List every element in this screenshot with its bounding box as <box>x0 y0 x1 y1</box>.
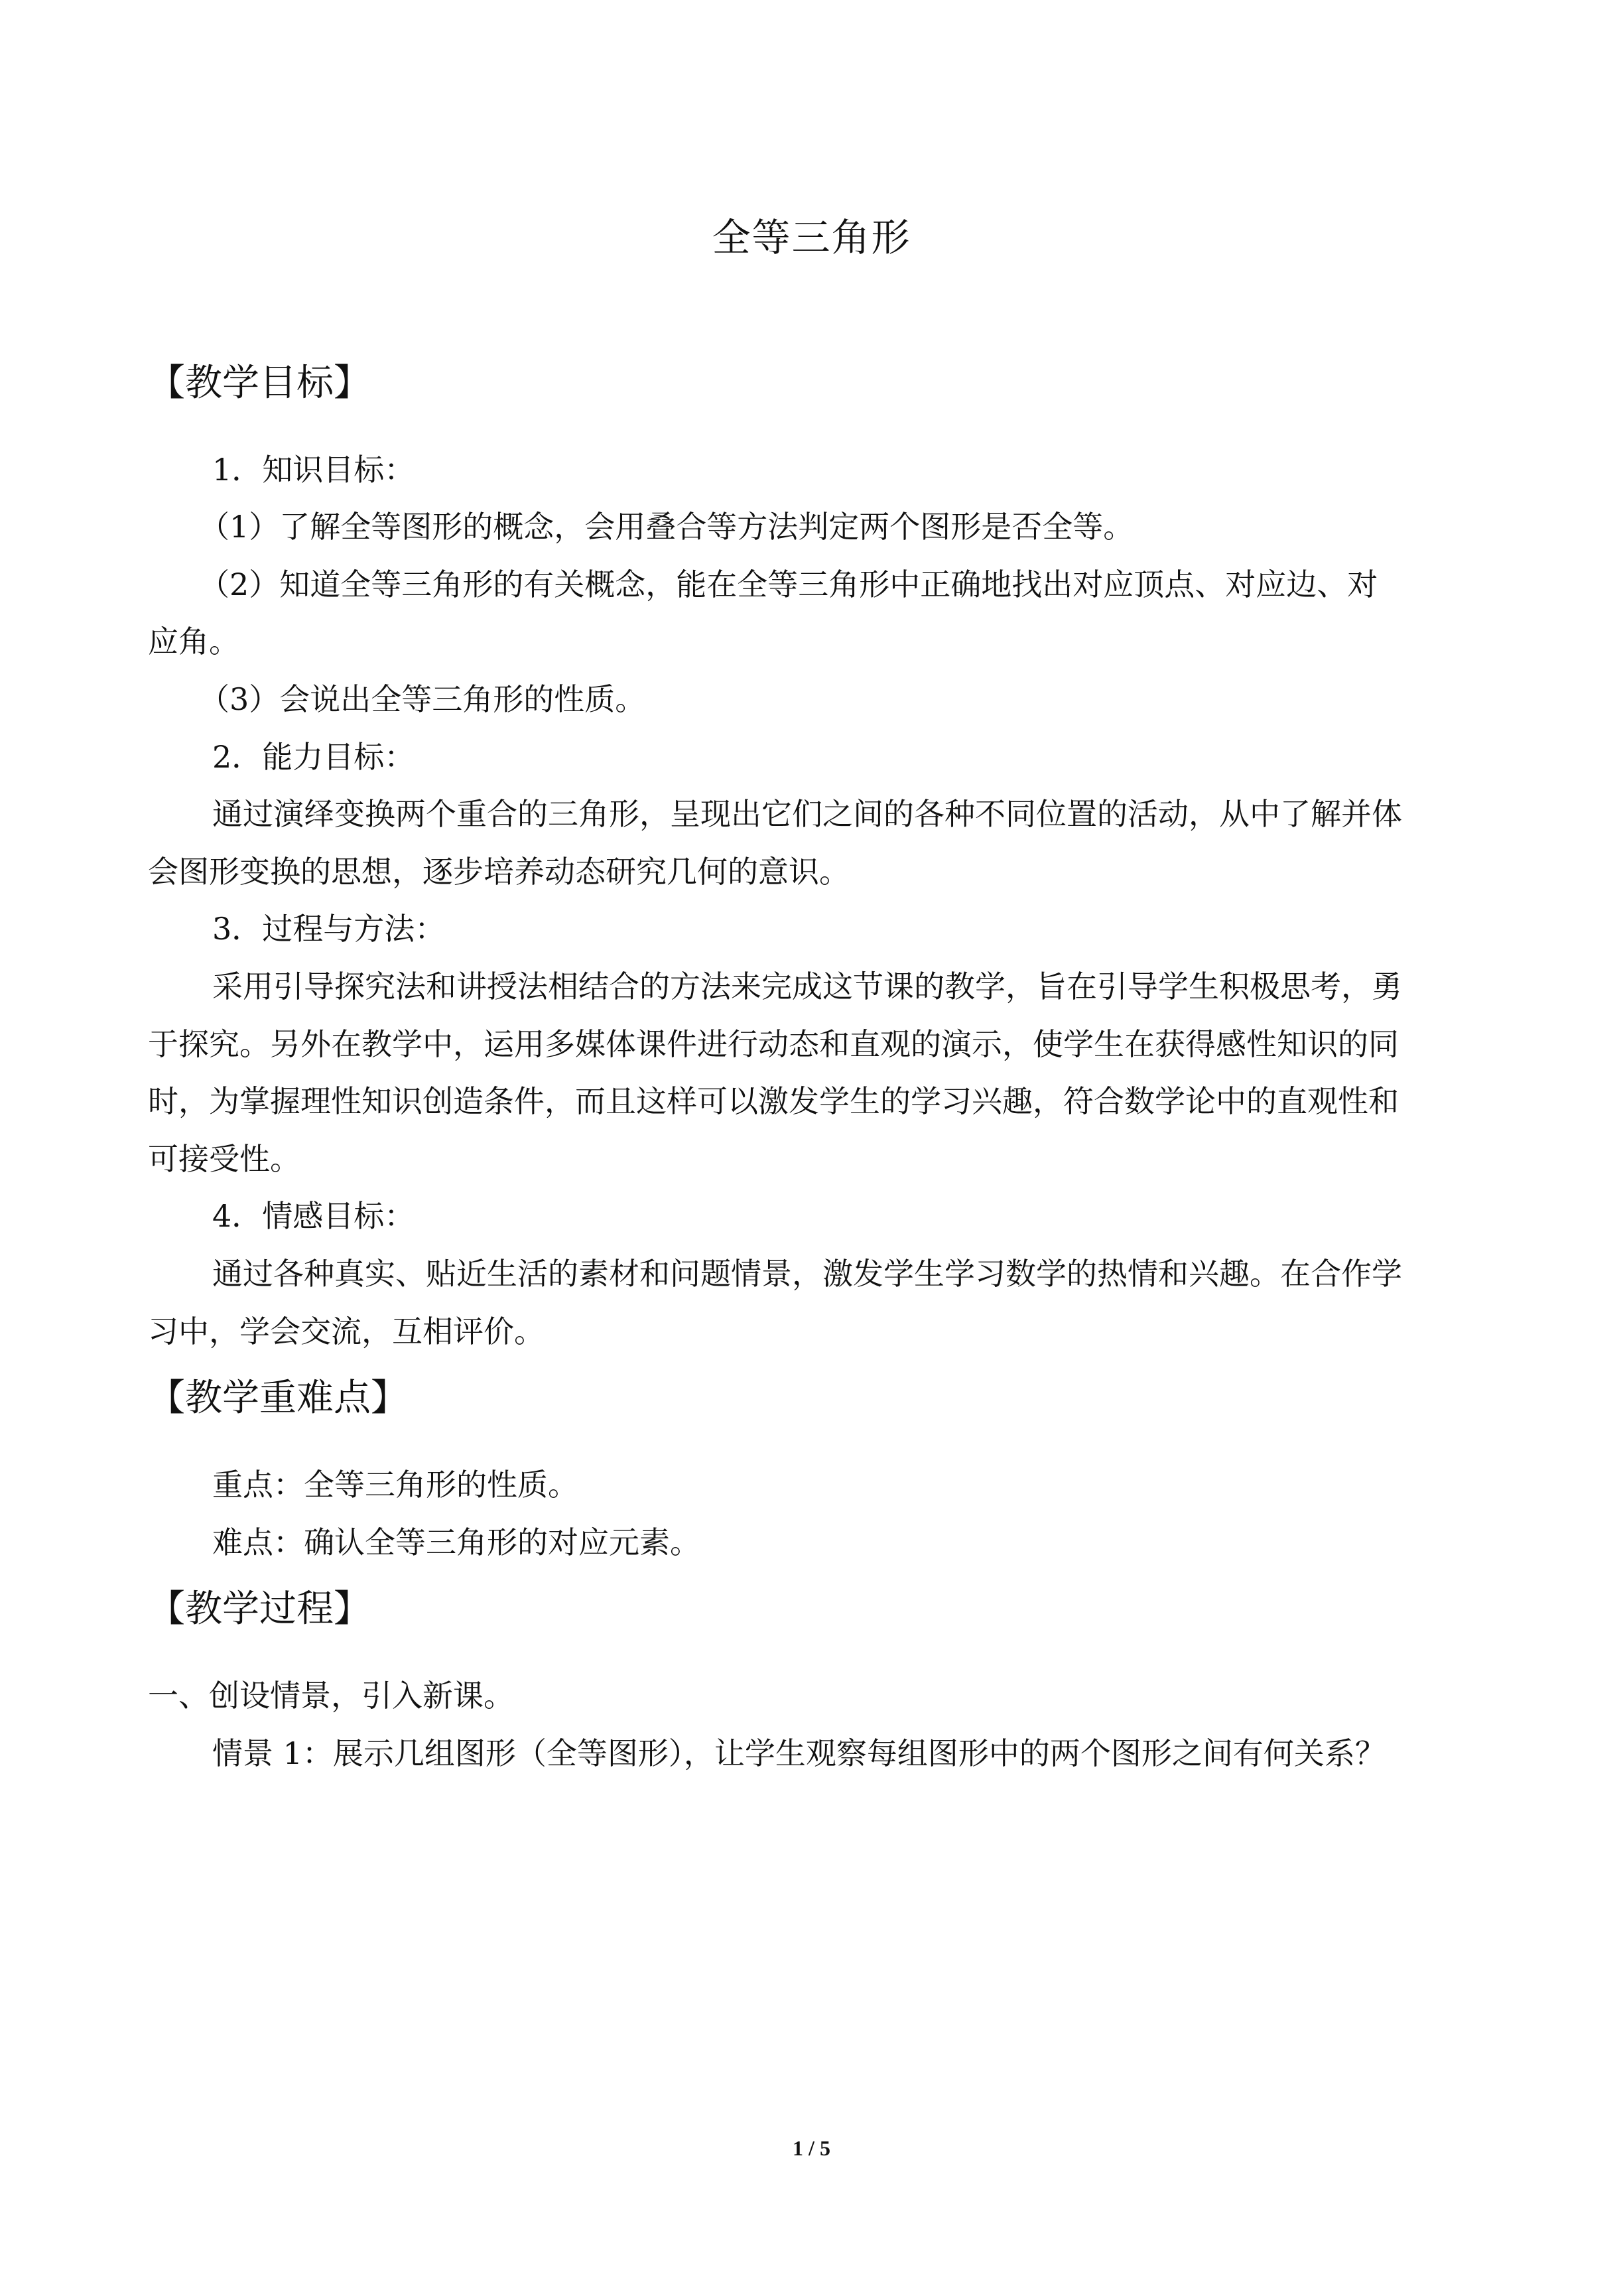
knowledge-objective-3: （3）会说出全等三角形的性质。 <box>199 681 646 717</box>
method-objective-label: 3．过程与方法： <box>212 911 446 947</box>
knowledge-objective-label: 1．知识目标： <box>212 452 415 488</box>
ability-objective-line1: 通过演绎变换两个重合的三角形，呈现出它们之间的各种不同位置的活动，从中了解并体 <box>212 796 1402 832</box>
method-objective-line4: 可接受性。 <box>148 1141 300 1177</box>
knowledge-objective-2-line2: 应角。 <box>148 624 239 659</box>
method-objective-line2: 于探究。另外在教学中，运用多媒体课件进行动态和直观的演示，使学生在获得感性知识的同 <box>148 1026 1399 1062</box>
knowledge-objective-2-line1: （2）知道全等三角形的有关概念，能在全等三角形中正确地找出对应顶点、对应边、对 <box>199 567 1378 602</box>
method-objective-line1: 采用引导探究法和讲授法相结合的方法来完成这节课的教学，旨在引导学生积极思考，勇 <box>212 969 1402 1004</box>
ability-objective-label: 2．能力目标： <box>212 739 415 775</box>
emotion-objective-line1: 通过各种真实、贴近生活的素材和问题情景，激发学生学习数学的热情和兴趣。在合作学 <box>212 1256 1402 1292</box>
section-heading-process: 【教学过程】 <box>148 1587 371 1631</box>
section-heading-key-points: 【教学重难点】 <box>148 1377 408 1420</box>
ability-objective-line2: 会图形变换的思想，逐步培养动态研究几何的意识。 <box>148 854 850 890</box>
difficult-point: 难点：确认全等三角形的对应元素。 <box>212 1524 700 1560</box>
document-title: 全等三角形 <box>712 215 911 260</box>
page-number: 1 / 5 <box>793 2136 830 2160</box>
process-scene-1: 情景 1：展示几组图形（全等图形），让学生观察每组图形中的两个图形之间有何关系？ <box>212 1735 1386 1771</box>
process-step-1: 一、创设情景，引入新课。 <box>148 1678 514 1714</box>
knowledge-objective-1: （1）了解全等图形的概念，会用叠合等方法判定两个图形是否全等。 <box>199 509 1134 545</box>
emotion-objective-line2: 习中，学会交流，互相评价。 <box>148 1314 545 1349</box>
section-heading-objectives: 【教学目标】 <box>148 362 371 405</box>
key-point: 重点：全等三角形的性质。 <box>212 1467 578 1503</box>
method-objective-line3: 时，为掌握理性知识创造条件，而且这样可以激发学生的学习兴趣，符合数学论中的直观性和 <box>148 1083 1399 1119</box>
emotion-objective-label: 4．情感目标： <box>212 1198 415 1234</box>
